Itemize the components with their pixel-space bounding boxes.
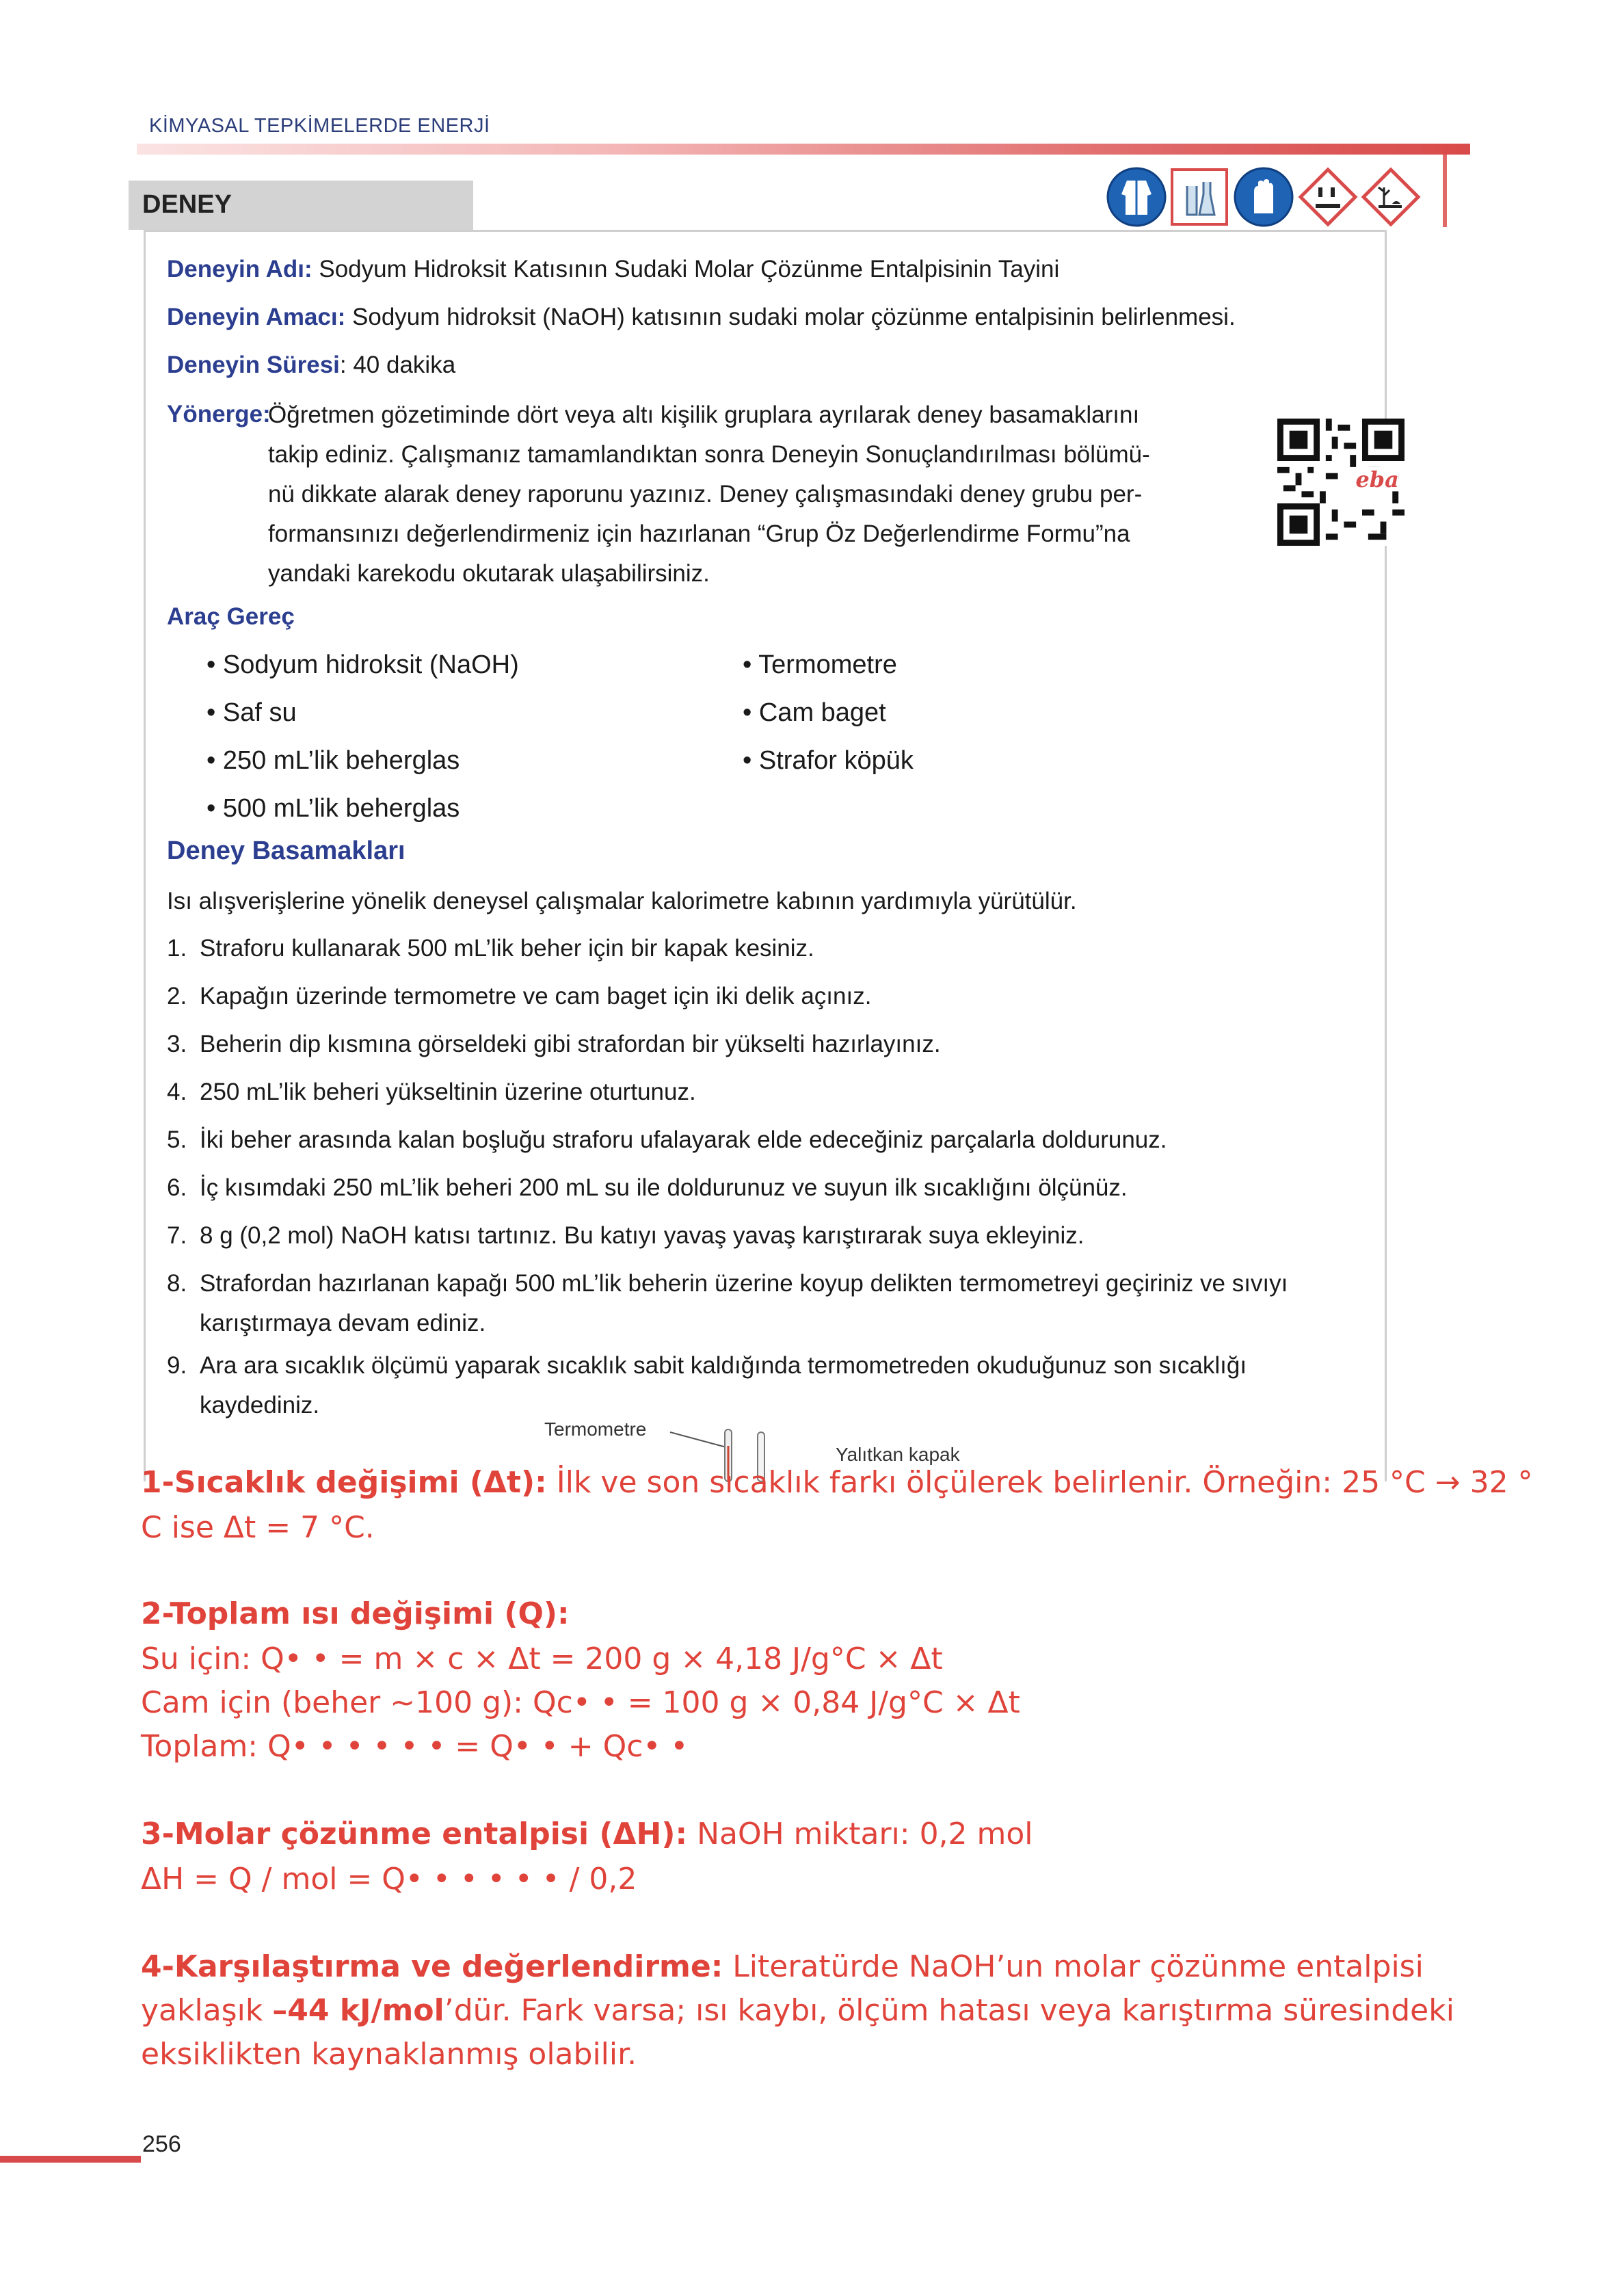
corrosive-icon [1298,167,1358,227]
annotation-2-line-3: Toplam: Q• • • • • • = Q• • + Qc• • [141,1729,689,1764]
instruction-line: nü dikkate alarak deney raporunu yazınız. Deney çalışmasındaki deney grubu per- [268,481,1143,507]
instruction-text [268,395,1246,594]
header-rule-vertical [1443,155,1447,227]
page-number: 256 [142,2131,181,2157]
equipment-item: • 500 mL’lik beherglas [207,794,460,823]
gloves-icon [1234,167,1294,227]
equipment-title: Araç Gereç [167,603,295,630]
chapter-title: KİMYASAL TEPKİMELERDE ENERJİ [149,115,490,137]
environment-hazard-icon [1361,167,1421,227]
annotation-1-line-2: C ise Δt = 7 °C. [141,1510,375,1545]
steps-intro: Isı alışverişlerine yönelik deneysel çalışmalar kalorimetre kabının yardımıyla yürütülür. [167,888,1077,914]
instruction-line: yandaki karekodu okutarak ulaşabilirsiniz. [268,560,710,587]
annotation-3-line-1: 3-Molar çözünme entalpisi (ΔH): NaOH miktarı: 0,2 mol [141,1817,1033,1851]
annotation-2-title: 2-Toplam ısı değişimi (Q): [141,1596,570,1631]
header-rule [137,144,1470,155]
experiment-name-label: Deneyin Adı: [167,256,312,282]
equipment-item: • Strafor köpük [743,746,914,775]
annotation-4-line-1: 4-Karşılaştırma ve değerlendirme: Literatürde NaOH’un molar çözünme entalpisi [141,1949,1424,1984]
equipment-item: • Sodyum hidroksit (NaOH) [207,650,519,679]
annotation-2-line-1: Su için: Q• • = m × c × Δt = 200 g × 4,18 J/g°C × Δt [141,1641,943,1676]
section-title: DENEY [142,190,232,219]
steps-title: Deney Basamakları [167,836,405,865]
glassware-icon [1169,167,1229,227]
experiment-aim-row [167,302,1236,332]
equipment-item: • 250 mL’lik beherglas [207,746,460,775]
experiment-name-row [167,254,1059,285]
equipment-item: • Cam baget [743,698,886,727]
figure-label-thermometer: Termometre [544,1418,647,1440]
figure-label-lid: Yalıtkan kapak [836,1444,960,1465]
experiment-name: Sodyum Hidroksit Katısının Sudaki Molar Çözünme Entalpisinin Tayini [319,256,1060,282]
annotation-1-line-1: 1-Sıcaklık değişimi (Δt): İlk ve son sıcaklık farkı ölçülerek belirlenir. Örneğin: 25 °C → 32 ° [141,1465,1533,1500]
qr-code[interactable] [1277,419,1405,546]
experiment-aim: Sodyum hidroksit (NaOH) katısının sudaki molar çözünme entalpisinin belirlenmesi. [352,304,1236,330]
annotation-2-line-2: Cam için (beher ~100 g): Qc• • = 100 g × 0,84 J/g°C × Δt [141,1685,1020,1720]
annotation-3-line-2: ΔH = Q / mol = Q• • • • • • / 0,2 [141,1862,637,1897]
instruction-line: Öğretmen gözetiminde dört veya altı kişilik gruplara ayrılarak deney basamaklarını [268,401,1140,428]
annotation-4-line-2: yaklaşık –44 kJ/mol’dür. Fark varsa; ısı kaybı, ölçüm hatası veya karıştırma süresindeki [141,1993,1454,2028]
equipment-item: • Termometre [743,650,897,679]
qr-logo: eba [1355,466,1399,493]
experiment-duration: : 40 dakika [339,352,456,378]
experiment-aim-label: Deneyin Amacı: [167,304,346,330]
lab-coat-icon [1106,167,1167,227]
experiment-duration-label: Deneyin Süresi [167,352,340,378]
instruction-label: Yönerge: [167,401,271,427]
instruction-line: formansınızı değerlendirmeniz için hazırlanan “Grup Öz Değerlendirme Formu”na [268,520,1130,547]
experiment-duration-row [167,350,455,380]
footer-bar [0,2156,141,2163]
equipment-item: • Saf su [207,698,297,727]
instruction-line: takip ediniz. Çalışmanız tamamlandıktan sonra Deneyin Sonuçlandırılması bölümü- [268,441,1150,468]
annotation-4-line-3: eksiklikten kaynaklanmış olabilir. [141,2037,637,2072]
